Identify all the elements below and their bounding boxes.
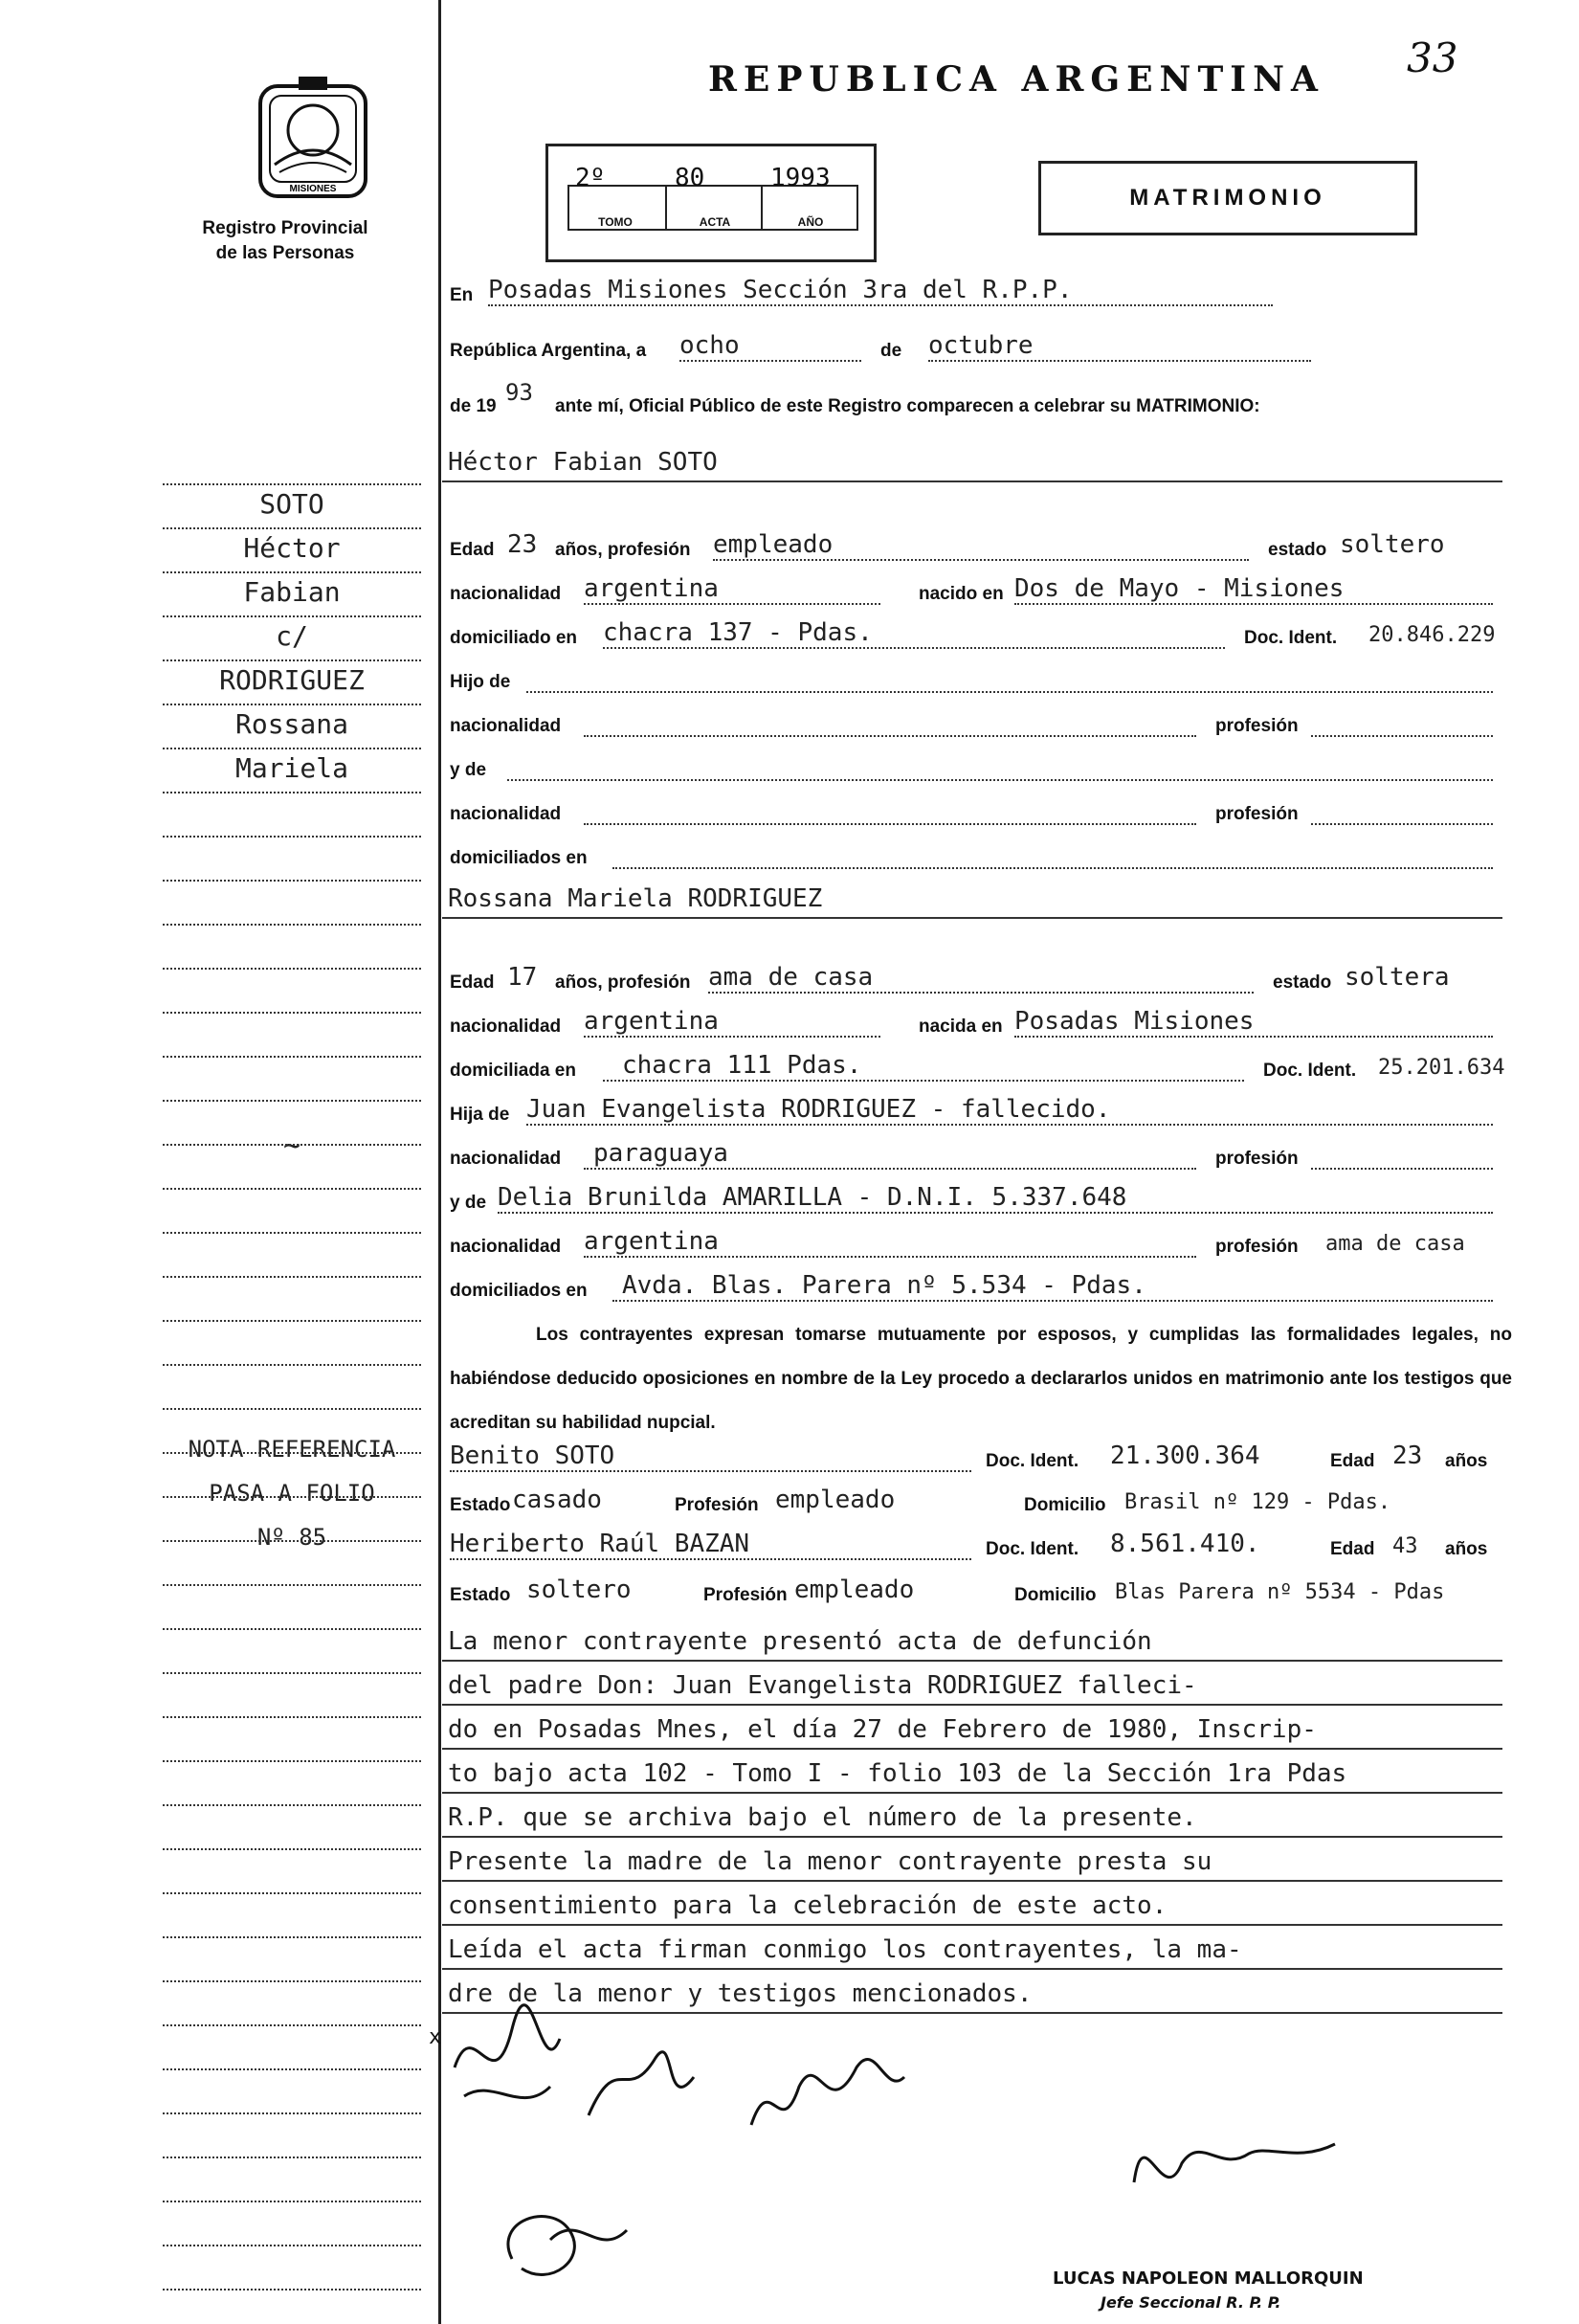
row-bride-nac: nacionalidad argentina nacida en Posadas Misiones	[450, 1001, 1502, 1043]
margin-line	[163, 1540, 421, 1542]
margin-name: Héctor	[243, 532, 341, 564]
form-type-box: MATRIMONIO	[1038, 161, 1417, 235]
margin-line	[163, 1364, 421, 1366]
margin-line	[163, 1672, 421, 1674]
note-line: dre de la menor y testigos mencionados.	[442, 1968, 1502, 2014]
margin-line	[163, 1452, 421, 1454]
bride-name-line: Rossana Mariela RODRIGUEZ	[442, 873, 1502, 919]
margin-line	[163, 704, 421, 705]
acta-reference-box: 2º TOMO 80 ACTA 1993 AÑO	[545, 144, 877, 262]
note-line: consentimiento para la celebración de este acto.	[442, 1880, 1502, 1926]
margin-line	[163, 1848, 421, 1850]
margin-name: Fabian	[243, 576, 341, 608]
margin-line	[163, 1144, 421, 1146]
row-groom-nac: nacionalidad argentina nacido en Dos de Mayo - Misiones	[450, 569, 1502, 611]
margin-line	[163, 1804, 421, 1806]
row-bride-dom: domiciliada en chacra 111 Pdas. Doc. Ident. 25.201.634	[450, 1051, 1505, 1081]
row-bride-hija: Hija de Juan Evangelista RODRIGUEZ - fallecido.	[450, 1089, 1502, 1131]
signature-mark: x	[429, 2025, 442, 2049]
margin-line	[163, 1056, 421, 1058]
declaration-text: Los contrayentes expresan tomarse mutuamente por esposos, y cumplidas las formalidades legales, no habiéndose deducido oposiciones en nombre de la Ley procedo a declararlos unidos en matrimonio ante los testigos que acreditan su habilidad nupcial.	[450, 1325, 1512, 1433]
row-groom-madre-nac: nacionalidad profesión	[450, 789, 1502, 831]
margin-line	[163, 571, 421, 573]
margin-line	[163, 1188, 421, 1190]
row-bride-edad: Edad 17 años, profesión ama de casa estado soltera	[450, 963, 1450, 993]
note-line: Presente la madre de la menor contrayente presta su	[442, 1836, 1502, 1882]
row-bride-padres-dom: domiciliados en Avda. Blas. Parera nº 5.534 - Pdas.	[450, 1265, 1502, 1307]
row-groom-padres-dom: domiciliados en	[450, 833, 1502, 875]
margin-line	[163, 1936, 421, 1938]
margin-line	[163, 1012, 421, 1014]
row-anio: de 19 93 ante mí, Oficial Público de este Registro comparecen a celebrar su MATRIMONIO:	[450, 379, 1260, 416]
margin-line	[163, 1628, 421, 1630]
margin-name: SOTO	[259, 488, 324, 520]
row-bride-padre-nac: nacionalidad paraguaya profesión	[450, 1133, 1502, 1175]
page-number: 33	[1407, 34, 1458, 81]
margin-line	[163, 1892, 421, 1894]
note-line: Leída el acta firman conmigo los contrayentes, la ma-	[442, 1924, 1502, 1970]
margin-line	[163, 924, 421, 926]
margin-line	[163, 2289, 421, 2290]
margin-line	[163, 1496, 421, 1498]
margin-line	[163, 2201, 421, 2202]
margin-line	[163, 1980, 421, 1982]
margin-line	[163, 836, 421, 838]
row-bride-yde: y de Delia Brunilda AMARILLA - D.N.I. 5.337.648	[450, 1177, 1502, 1219]
svg-text:MISIONES: MISIONES	[289, 184, 337, 194]
margin-line	[163, 1408, 421, 1410]
anio-value: 1993	[770, 164, 831, 192]
row-groom-padre-nac: nacionalidad profesión	[450, 701, 1502, 743]
page-title: REPUBLICA ARGENTINA	[708, 59, 1324, 100]
margin-line	[163, 2245, 421, 2246]
margin-line	[163, 968, 421, 970]
row-lugar: En Posadas Misiones Sección 3ra del R.P.P.	[450, 270, 1502, 312]
tomo-value: 2º	[575, 164, 606, 192]
note-line: R.P. que se archiva bajo el número de la presente.	[442, 1792, 1502, 1838]
margin-note: NOTA REFERENCIA	[188, 1436, 396, 1463]
margin-name: Mariela	[234, 752, 348, 784]
margin-tilde: ~	[282, 1129, 301, 1163]
margin-line	[163, 2068, 421, 2070]
margin-name: c/	[276, 620, 308, 652]
margin-line	[163, 527, 421, 529]
margin-line	[163, 1760, 421, 1762]
margin-name: RODRIGUEZ	[219, 664, 365, 696]
registry-name: Registro Provincial de las Personas	[202, 218, 368, 263]
row-witness2: Heriberto Raúl BAZAN Doc. Ident. 8.561.410. Edad 43 años	[450, 1530, 1488, 1559]
margin-line	[163, 1276, 421, 1278]
note-line: del padre Don: Juan Evangelista RODRIGUEZ falleci-	[442, 1660, 1502, 1706]
row-witness2-estado: Estado soltero Profesión empleado Domicilio Blas Parera nº 5534 - Pdas	[450, 1575, 1445, 1605]
margin-line	[163, 1584, 421, 1586]
row-groom-yde: y de	[450, 745, 1502, 787]
row-fecha: República Argentina, a ocho de octubre	[450, 325, 1502, 368]
margin-line	[163, 1100, 421, 1102]
groom-name-line: Héctor Fabian SOTO	[442, 436, 1502, 482]
row-groom-hijo: Hijo de	[450, 657, 1502, 699]
lugar-value: Posadas Misiones Sección 3ra del R.P.P.	[488, 276, 1073, 304]
note-line: La menor contrayente presentó acta de defunción	[442, 1616, 1502, 1662]
margin-line	[163, 748, 421, 749]
margin-line	[163, 1716, 421, 1718]
row-witness1-estado: Estado casado Profesión empleado Domicilio Brasil nº 129 - Pdas.	[450, 1486, 1391, 1515]
margin-line	[163, 880, 421, 882]
margin-line	[163, 1320, 421, 1322]
row-witness1: Benito SOTO Doc. Ident. 21.300.364 Edad 23 años	[450, 1441, 1488, 1471]
margin-line	[163, 2112, 421, 2114]
note-line: to bajo acta 102 - Tomo I - folio 103 de la Sección 1ra Pdas	[442, 1748, 1502, 1794]
signatures-drawing	[435, 1972, 1507, 2316]
official-title: Jefe Seccional R. P. P.	[1101, 2293, 1281, 2312]
misiones-seal-icon	[241, 69, 385, 212]
margin-line	[163, 1232, 421, 1234]
margin-note: Nº 85	[256, 1524, 327, 1551]
margin-name: Rossana	[234, 708, 348, 740]
margin-line	[163, 2156, 421, 2158]
margin-line	[163, 2024, 421, 2026]
margin-line	[163, 615, 421, 617]
row-groom-dom: domiciliado en chacra 137 - Pdas. Doc. Ident. 20.846.229	[450, 618, 1496, 648]
margin-line	[163, 659, 421, 661]
row-groom-edad: Edad 23 años, profesión empleado estado soltero	[450, 530, 1445, 560]
row-bride-madre-nac: nacionalidad argentina profesión ama de casa	[450, 1227, 1465, 1257]
margin-line	[163, 792, 421, 793]
margin-note: PASA A FOLIO	[209, 1480, 375, 1507]
acta-value: 80	[675, 164, 705, 192]
official-name: LUCAS NAPOLEON MALLORQUIN	[1053, 2268, 1364, 2289]
note-line: do en Posadas Mnes, el día 27 de Febrero de 1980, Inscrip-	[442, 1704, 1502, 1750]
